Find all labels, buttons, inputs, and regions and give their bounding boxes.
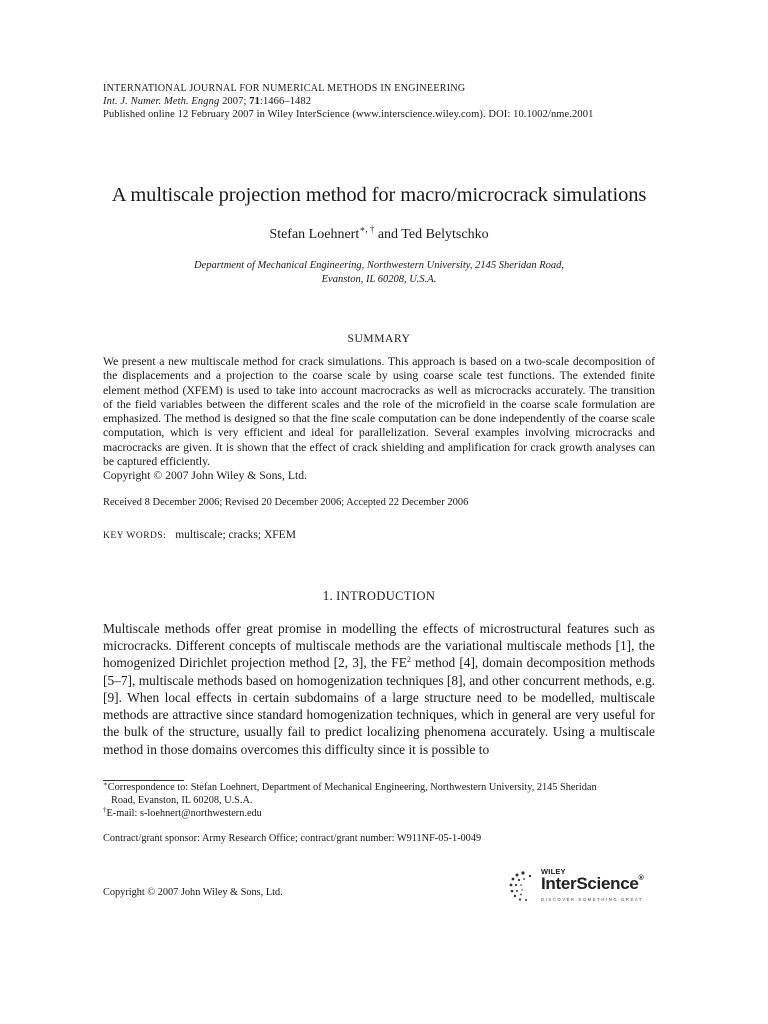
section-number: 1.: [322, 587, 337, 603]
author-list: [103, 226, 655, 244]
journal-name: INTERNATIONAL JOURNAL FOR NUMERICAL METHODS IN ENGINEERING: [103, 83, 466, 94]
footer-copyright: Copyright © 2007 John Wiley & Sons, Ltd.: [103, 887, 283, 898]
author-footnote-marks: ∗, †: [359, 224, 375, 234]
footnotes: [103, 782, 655, 820]
logo-registered-mark: ®: [638, 875, 644, 882]
paper-first-page: [103, 82, 655, 845]
author-name: Ted Belytschko: [401, 227, 489, 242]
citation-year: 2007;: [219, 96, 250, 107]
abstract-text: We present a new multiscale method for crack simulations. This approach is based on a two-scale decomposition of the displacements and a projection to the coarse scale by using coarse scale test functions. The extended finite element method (XFEM) is used to take into account macrocracks as well as microcracks accurately. The transition of the field variables between the different scales and the role of the microfield in the coarse scale formulation are emphasized. The method is designed so that the fine scale computation can be done independently of the coarse scale computation, which is very efficient and ideal for parallelization. Several examples involving microcracks and macrocracks are given. It is shown that the effect of crack shielding and amplification for crack growth analyses can be captured efficiently.: [103, 355, 655, 469]
author-name: Stefan Loehnert: [269, 227, 360, 242]
logo-tagline: DISCOVER SOMETHING GREAT: [541, 897, 644, 902]
footnote-mark: †: [103, 805, 107, 814]
intro-text-part: method [4], domain decomposition methods [5–7], multiscale methods based on homogenization techniques [8], and other concurrent methods, e.g. [9]. When local effects in certain subdomains of a large structure need to be modelled, multiscale methods are attractive since standard homogenization techniques, which in general are very useful for the bulk of the structure, usually fail to predict localizing phenomena accurately. Using a multiscale method in those domains overcomes this difficulty since it is possible to: [103, 655, 655, 757]
published-line: Published online 12 February 2007 in Wiley InterScience (www.interscience.wiley.com). DOI: 10.1002/nme.2001: [103, 109, 594, 120]
keywords-values: multiscale; cracks; XFEM: [175, 528, 296, 541]
citation-line: [103, 95, 655, 108]
section-title: INTRODUCTION: [336, 588, 436, 603]
affiliation: [103, 259, 655, 287]
footnote-text: Correspondence to: Stefan Loehnert, Department of Mechanical Engineering, Northwestern University, 2145 Sheridan: [107, 782, 597, 794]
logo-name-text: InterScience: [541, 874, 639, 893]
citation-volume: 71: [249, 96, 260, 107]
section-heading: [103, 588, 655, 604]
affiliation-line: Department of Mechanical Engineering, Northwestern University, 2145 Sheridan Road,: [193, 260, 565, 271]
footnote-correspondence-cont: Road, Evanston, IL 60208, U.S.A.: [111, 794, 253, 806]
affiliation-line: Evanston, IL 60208, U.S.A.: [321, 274, 437, 285]
received-dates: Received 8 December 2006; Revised 20 December 2006; Accepted 22 December 2006: [103, 496, 469, 508]
logo-publisher: WILEY: [541, 867, 566, 876]
footnote-mark: ∗: [103, 780, 108, 789]
page-footer: [103, 867, 655, 907]
footnote-correspondence: [103, 782, 655, 795]
introduction-paragraph: [103, 620, 655, 758]
keywords: [103, 528, 655, 543]
paper-title: A multiscale projection method for macro/microcrack simulations: [111, 184, 647, 206]
citation-journal: Int. J. Numer. Meth. Engng: [103, 96, 220, 107]
author-conjunction: and: [374, 227, 402, 242]
intro-text-part: Multiscale methods offer great promise in modelling the effects of microstructural features such as microcracks. Different concepts of multiscale methods are the variational multiscale methods [1], the homogenized Dirichlet projection method [2, 3], the FE: [103, 620, 655, 671]
introduction-body: [103, 620, 655, 758]
intro-superscript: 2: [406, 655, 411, 665]
citation-pages: :1466–1482: [259, 96, 312, 107]
abstract: [103, 355, 655, 484]
logo-name: [541, 874, 643, 894]
footnote-email: [103, 805, 655, 821]
keywords-label: KEY WORDS:: [103, 530, 167, 541]
footnote-text: E-mail: s-loehnert@northwestern.edu: [106, 807, 262, 819]
journal-header: [103, 82, 655, 121]
swirl-logo-icon: [508, 870, 538, 904]
summary-heading: SUMMARY: [347, 333, 411, 345]
grant-info: Contract/grant sponsor: Army Research Office; contract/grant number: W911NF-05-1-0049: [103, 833, 482, 845]
interscience-logo: [508, 867, 660, 907]
abstract-copyright: Copyright © 2007 John Wiley & Sons, Ltd.: [103, 469, 307, 483]
footnote-divider: [103, 780, 184, 781]
